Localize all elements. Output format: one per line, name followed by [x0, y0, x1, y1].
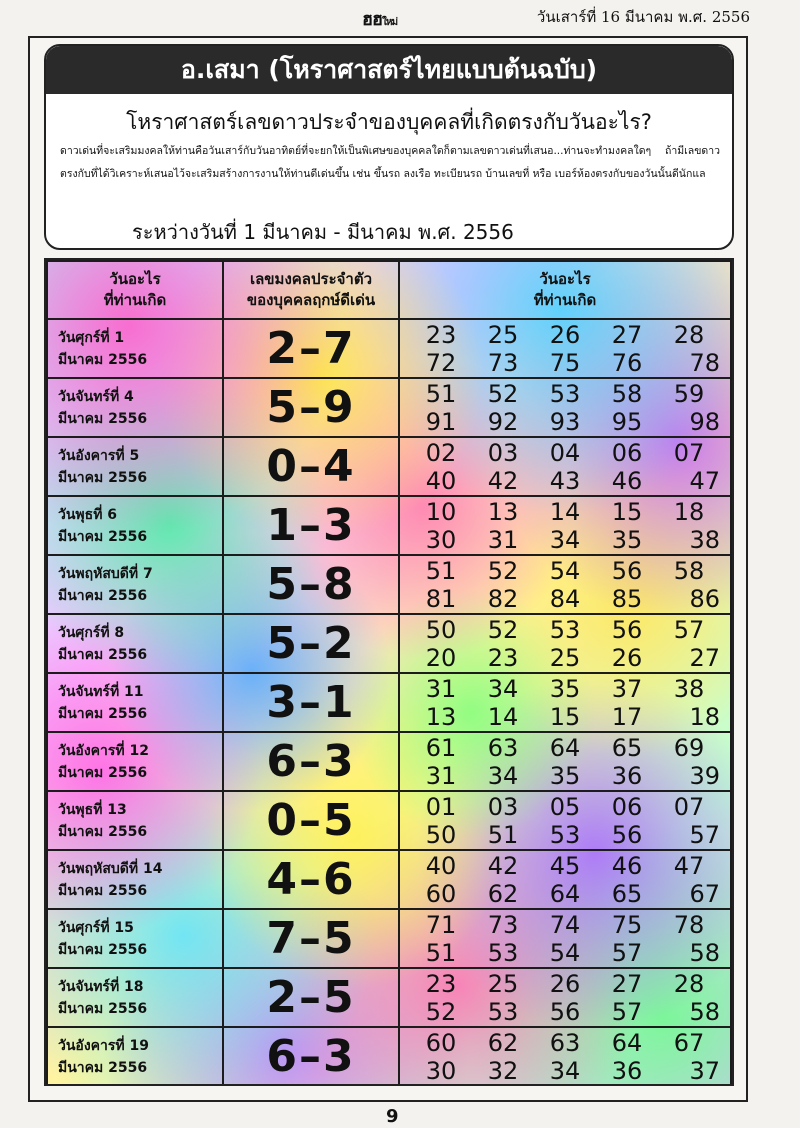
birth-day: วันศุกร์ที่ 8: [58, 624, 125, 641]
number-grid: [410, 380, 720, 436]
table-row: [47, 850, 731, 909]
lucky-pair-number: 50: [425, 615, 457, 644]
lucky-pair-number: 42: [487, 466, 519, 495]
birth-month: มีนาคม 2556: [58, 1059, 148, 1076]
birth-day: วันจันทร์ที่ 11: [58, 683, 144, 700]
lucky-pair-number: 57: [673, 615, 705, 644]
lucky-pair-number: 53: [549, 615, 581, 644]
lucky-pair-number: 60: [425, 879, 457, 908]
page-number: 9: [386, 1106, 399, 1127]
birth-day-cell: [47, 496, 223, 555]
lucky-number: 6–3: [223, 732, 399, 791]
lucky-pair-number: 36: [611, 1056, 643, 1085]
lucky-number: 7–5: [223, 909, 399, 968]
header-lucky-number: [223, 261, 399, 319]
birth-day-cell: [47, 968, 223, 1027]
lucky-pair-number: 75: [549, 348, 581, 377]
lucky-pair-number: 62: [487, 1028, 519, 1057]
lucky-pair-number: 93: [549, 407, 581, 436]
lucky-pair-number: 32: [487, 1056, 519, 1085]
lucky-pair-number: 92: [487, 407, 519, 436]
lucky-pair-number: 23: [487, 643, 519, 672]
lucky-pair-number: 46: [611, 851, 643, 880]
lucky-pair-number: 67: [689, 879, 720, 908]
birth-day: วันพุธที่ 13: [58, 801, 127, 818]
lucky-pair-number: 17: [611, 702, 643, 731]
number-set-cell: [399, 968, 731, 1027]
lucky-pair-number: 04: [549, 438, 581, 467]
number-set-cell: [399, 1027, 731, 1086]
lucky-pair-number: 38: [673, 674, 705, 703]
header-numbers-line2: ที่ท่านเกิด: [533, 291, 597, 309]
number-set-cell: [399, 791, 731, 850]
lucky-pair-number: 58: [611, 379, 643, 408]
lucky-pair-number: 51: [425, 556, 457, 585]
logo-sub: ใหม่: [381, 17, 398, 28]
number-grid: [410, 616, 720, 672]
lucky-pair-number: 42: [487, 851, 519, 880]
birth-day: วันพฤหัสบดีที่ 14: [58, 860, 163, 877]
lucky-pair-number: 18: [673, 497, 705, 526]
lucky-pair-number: 53: [487, 997, 519, 1026]
lucky-pair-number: 57: [689, 820, 720, 849]
lucky-pair-number: 27: [611, 320, 643, 349]
birth-day-cell: [47, 732, 223, 791]
lucky-pair-number: 47: [689, 466, 720, 495]
number-set-cell: [399, 378, 731, 437]
birth-day: วันอังคารที่ 12: [58, 742, 150, 759]
lucky-pair-number: 34: [549, 525, 581, 554]
lucky-pair-number: 23: [425, 320, 457, 349]
lucky-pair-number: 34: [549, 1056, 581, 1085]
lucky-number: 6–3: [223, 1027, 399, 1086]
lucky-pair-number: 57: [611, 997, 643, 1026]
lucky-pair-number: 69: [673, 733, 705, 762]
lucky-pair-number: 84: [549, 584, 581, 613]
article-title: อ.เสมา (โหราศาสตร์ไทยแบบต้นฉบับ): [46, 46, 732, 94]
lucky-pair-number: 26: [549, 969, 581, 998]
birth-day-cell: [47, 378, 223, 437]
lucky-pair-number: 54: [549, 938, 581, 967]
birth-month: มีนาคม 2556: [58, 764, 148, 781]
lucky-pair-number: 07: [673, 792, 705, 821]
lucky-pair-number: 36: [611, 761, 643, 790]
number-set-cell: [399, 437, 731, 496]
lucky-pair-number: 30: [425, 1056, 457, 1085]
lucky-pair-number: 46: [611, 466, 643, 495]
number-set-cell: [399, 555, 731, 614]
lucky-pair-number: 78: [673, 910, 705, 939]
lucky-pair-number: 14: [487, 702, 519, 731]
lucky-pair-number: 34: [487, 761, 519, 790]
birth-day-cell: [47, 437, 223, 496]
lucky-number: 1–3: [223, 496, 399, 555]
lucky-pair-number: 20: [425, 643, 457, 672]
lucky-pair-number: 07: [673, 438, 705, 467]
lucky-pair-number: 64: [549, 733, 581, 762]
birth-day-cell: [47, 791, 223, 850]
header-birth-day-line1: วันอะไร: [109, 270, 161, 288]
birth-day-cell: [47, 909, 223, 968]
lucky-pair-number: 30: [425, 525, 457, 554]
lucky-pair-number: 28: [673, 320, 705, 349]
table-row: [47, 732, 731, 791]
table-row: [47, 437, 731, 496]
birth-day: วันอังคารที่ 19: [58, 1037, 150, 1054]
lucky-pair-number: 27: [689, 643, 720, 672]
lucky-pair-number: 34: [487, 674, 519, 703]
table-row: [47, 378, 731, 437]
date-range: ระหว่างวันที่ 1 มีนาคม - มีนาคม พ.ศ. 2556: [132, 220, 514, 244]
header-numbers: [399, 261, 731, 319]
header-birth-day: [47, 261, 223, 319]
number-grid: [410, 1029, 720, 1085]
lucky-pair-number: 52: [487, 615, 519, 644]
lucky-pair-number: 51: [487, 820, 519, 849]
lucky-pair-number: 58: [673, 556, 705, 585]
header-numbers-line1: วันอะไร: [539, 270, 591, 288]
lucky-pair-number: 63: [487, 733, 519, 762]
birth-day-cell: [47, 614, 223, 673]
number-grid: [410, 557, 720, 613]
lucky-pair-number: 18: [689, 702, 720, 731]
number-set-cell: [399, 673, 731, 732]
lucky-pair-number: 54: [549, 556, 581, 585]
lucky-pair-number: 74: [549, 910, 581, 939]
article-subtitle: โหราศาสตร์เลขดาวประจำของบุคคลที่เกิดตรงกับวันอะไร?: [126, 110, 652, 134]
birth-month: มีนาคม 2556: [58, 410, 148, 427]
lucky-pair-number: 56: [611, 556, 643, 585]
lucky-pair-number: 85: [611, 584, 643, 613]
issue-date: วันเสาร์ที่ 16 มีนาคม พ.ศ. 2556: [536, 8, 750, 26]
lucky-pair-number: 73: [487, 910, 519, 939]
lucky-pair-number: 86: [689, 584, 720, 613]
lucky-pair-number: 37: [689, 1056, 720, 1085]
lucky-pair-number: 57: [611, 938, 643, 967]
table-row: [47, 319, 731, 378]
lucky-pair-number: 82: [487, 584, 519, 613]
publication-logo: [362, 4, 397, 33]
article-header: [44, 44, 734, 250]
lucky-pair-number: 98: [689, 407, 720, 436]
lucky-pair-number: 75: [611, 910, 643, 939]
lucky-pair-number: 53: [549, 820, 581, 849]
lucky-pair-number: 14: [549, 497, 581, 526]
table-row: [47, 1027, 731, 1086]
lucky-number: 4–6: [223, 850, 399, 909]
table-row: [47, 555, 731, 614]
lucky-table: [46, 260, 732, 1086]
header-lucky-number-line2: ของบุคคลฤกษ์ดีเด่น: [246, 291, 376, 309]
lucky-pair-number: 03: [487, 792, 519, 821]
lucky-pair-number: 91: [425, 407, 457, 436]
lucky-pair-number: 72: [425, 348, 457, 377]
header-birth-day-line2: ที่ท่านเกิด: [103, 291, 167, 309]
lucky-pair-number: 35: [549, 761, 581, 790]
birth-month: มีนาคม 2556: [58, 351, 148, 368]
lucky-pair-number: 63: [549, 1028, 581, 1057]
lucky-pair-number: 64: [611, 1028, 643, 1057]
lucky-pair-number: 31: [425, 674, 457, 703]
birth-day-cell: [47, 319, 223, 378]
lucky-pair-number: 65: [611, 733, 643, 762]
lucky-pair-number: 05: [549, 792, 581, 821]
birth-month: มีนาคม 2556: [58, 1000, 148, 1017]
lucky-pair-number: 81: [425, 584, 457, 613]
lucky-number: 2–7: [223, 319, 399, 378]
lucky-pair-number: 06: [611, 792, 643, 821]
lucky-pair-number: 64: [549, 879, 581, 908]
lucky-pair-number: 67: [673, 1028, 705, 1057]
birth-day-cell: [47, 555, 223, 614]
lucky-pair-number: 25: [487, 969, 519, 998]
birth-day: วันศุกร์ที่ 1: [58, 329, 125, 346]
lucky-pair-number: 40: [425, 851, 457, 880]
lucky-pair-number: 26: [549, 320, 581, 349]
lucky-pair-number: 58: [689, 997, 720, 1026]
birth-day-cell: [47, 673, 223, 732]
birth-day: วันจันทร์ที่ 18: [58, 978, 144, 995]
table-body: [47, 319, 731, 1086]
lucky-pair-number: 53: [487, 938, 519, 967]
lucky-number: 0–4: [223, 437, 399, 496]
birth-month: มีนาคม 2556: [58, 528, 148, 545]
article-intro: ดาวเด่นที่จะเสริมมงคลให้ท่านคือวันเสาร์กับวันอาทิตย์ที่จะยกให้เป็นพิเศษของบุคคลใดก็ตามเลขดาวเด่นที่เสนอ...ท่านจะทำมงคลใดๆ ถ้ามีเลขดาวตรงกับที่ได้วิเคราะห์เสนอไว้จะเสริมสร้างการงานให้ท่านดีเด่นขึ้น เช่น ขึ้นรถ ลงเรือ ทะเบียนรถ บ้านเลขที่ หรือ เบอร์ห้องตรงกับของวันนั้นดีนักแล: [60, 145, 720, 180]
lucky-pair-number: 26: [611, 643, 643, 672]
lucky-number: 5–9: [223, 378, 399, 437]
lucky-pair-number: 51: [425, 379, 457, 408]
lucky-pair-number: 25: [487, 320, 519, 349]
table-row: [47, 673, 731, 732]
birth-day: วันอังคารที่ 5: [58, 447, 140, 464]
lucky-number: 5–8: [223, 555, 399, 614]
lucky-pair-number: 23: [425, 969, 457, 998]
lucky-pair-number: 25: [549, 643, 581, 672]
number-grid: [410, 498, 720, 554]
birth-month: มีนาคม 2556: [58, 646, 148, 663]
lucky-pair-number: 35: [611, 525, 643, 554]
lucky-pair-number: 76: [611, 348, 643, 377]
lucky-pair-number: 73: [487, 348, 519, 377]
lucky-pair-number: 39: [689, 761, 720, 790]
birth-month: มีนาคม 2556: [58, 469, 148, 486]
lucky-pair-number: 56: [549, 997, 581, 1026]
lucky-pair-number: 38: [689, 525, 720, 554]
lucky-pair-number: 53: [549, 379, 581, 408]
lucky-pair-number: 06: [611, 438, 643, 467]
lucky-pair-number: 31: [425, 761, 457, 790]
lucky-pair-number: 02: [425, 438, 457, 467]
birth-month: มีนาคม 2556: [58, 823, 148, 840]
lucky-pair-number: 15: [611, 497, 643, 526]
lucky-number: 2–5: [223, 968, 399, 1027]
table-row: [47, 968, 731, 1027]
lucky-pair-number: 45: [549, 851, 581, 880]
birth-day: วันจันทร์ที่ 4: [58, 388, 134, 405]
lucky-number: 3–1: [223, 673, 399, 732]
lucky-number: 0–5: [223, 791, 399, 850]
birth-day: วันพุธที่ 6: [58, 506, 118, 523]
lucky-pair-number: 13: [425, 702, 457, 731]
masthead: [0, 0, 800, 30]
lucky-pair-number: 10: [425, 497, 457, 526]
number-set-cell: [399, 850, 731, 909]
lucky-pair-number: 13: [487, 497, 519, 526]
number-grid: [410, 321, 720, 377]
number-grid: [410, 675, 720, 731]
birth-month: มีนาคม 2556: [58, 705, 148, 722]
lucky-pair-number: 40: [425, 466, 457, 495]
birth-month: มีนาคม 2556: [58, 882, 148, 899]
number-set-cell: [399, 496, 731, 555]
lucky-pair-number: 65: [611, 879, 643, 908]
number-grid: [410, 793, 720, 849]
table-row: [47, 496, 731, 555]
table-row: [47, 791, 731, 850]
lucky-pair-number: 03: [487, 438, 519, 467]
lucky-pair-number: 52: [487, 556, 519, 585]
lucky-pair-number: 35: [549, 674, 581, 703]
number-grid: [410, 734, 720, 790]
lucky-pair-number: 27: [611, 969, 643, 998]
number-set-cell: [399, 319, 731, 378]
number-set-cell: [399, 614, 731, 673]
birth-day: วันพฤหัสบดีที่ 7: [58, 565, 153, 582]
lucky-pair-number: 51: [425, 938, 457, 967]
number-set-cell: [399, 732, 731, 791]
table-header-row: [47, 261, 731, 319]
lucky-pair-number: 58: [689, 938, 720, 967]
number-grid: [410, 852, 720, 908]
lucky-pair-number: 78: [689, 348, 720, 377]
header-lucky-number-line1: เลขมงคลประจำตัว: [249, 270, 373, 288]
lucky-pair-number: 61: [425, 733, 457, 762]
lucky-pair-number: 56: [611, 820, 643, 849]
lucky-pair-number: 31: [487, 525, 519, 554]
lucky-pair-number: 50: [425, 820, 457, 849]
birth-day: วันศุกร์ที่ 15: [58, 919, 134, 936]
number-set-cell: [399, 909, 731, 968]
lucky-pair-number: 59: [673, 379, 705, 408]
lucky-pair-number: 60: [425, 1028, 457, 1057]
lucky-pair-number: 62: [487, 879, 519, 908]
lucky-pair-number: 28: [673, 969, 705, 998]
lucky-pair-number: 15: [549, 702, 581, 731]
table-row: [47, 614, 731, 673]
lucky-pair-number: 52: [487, 379, 519, 408]
lucky-pair-number: 95: [611, 407, 643, 436]
lucky-pair-number: 47: [673, 851, 705, 880]
number-grid: [410, 439, 720, 495]
lucky-pair-number: 71: [425, 910, 457, 939]
lucky-pair-number: 43: [549, 466, 581, 495]
birth-day-cell: [47, 1027, 223, 1086]
table-row: [47, 909, 731, 968]
lucky-pair-number: 52: [425, 997, 457, 1026]
birth-month: มีนาคม 2556: [58, 587, 148, 604]
lucky-pair-number: 37: [611, 674, 643, 703]
birth-month: มีนาคม 2556: [58, 941, 148, 958]
lucky-number-table: [44, 258, 734, 1086]
number-grid: [410, 970, 720, 1026]
birth-day-cell: [47, 850, 223, 909]
number-grid: [410, 911, 720, 967]
lucky-pair-number: 56: [611, 615, 643, 644]
lucky-number: 5–2: [223, 614, 399, 673]
lucky-pair-number: 01: [425, 792, 457, 821]
logo-mark: ฮฮ: [362, 9, 382, 30]
